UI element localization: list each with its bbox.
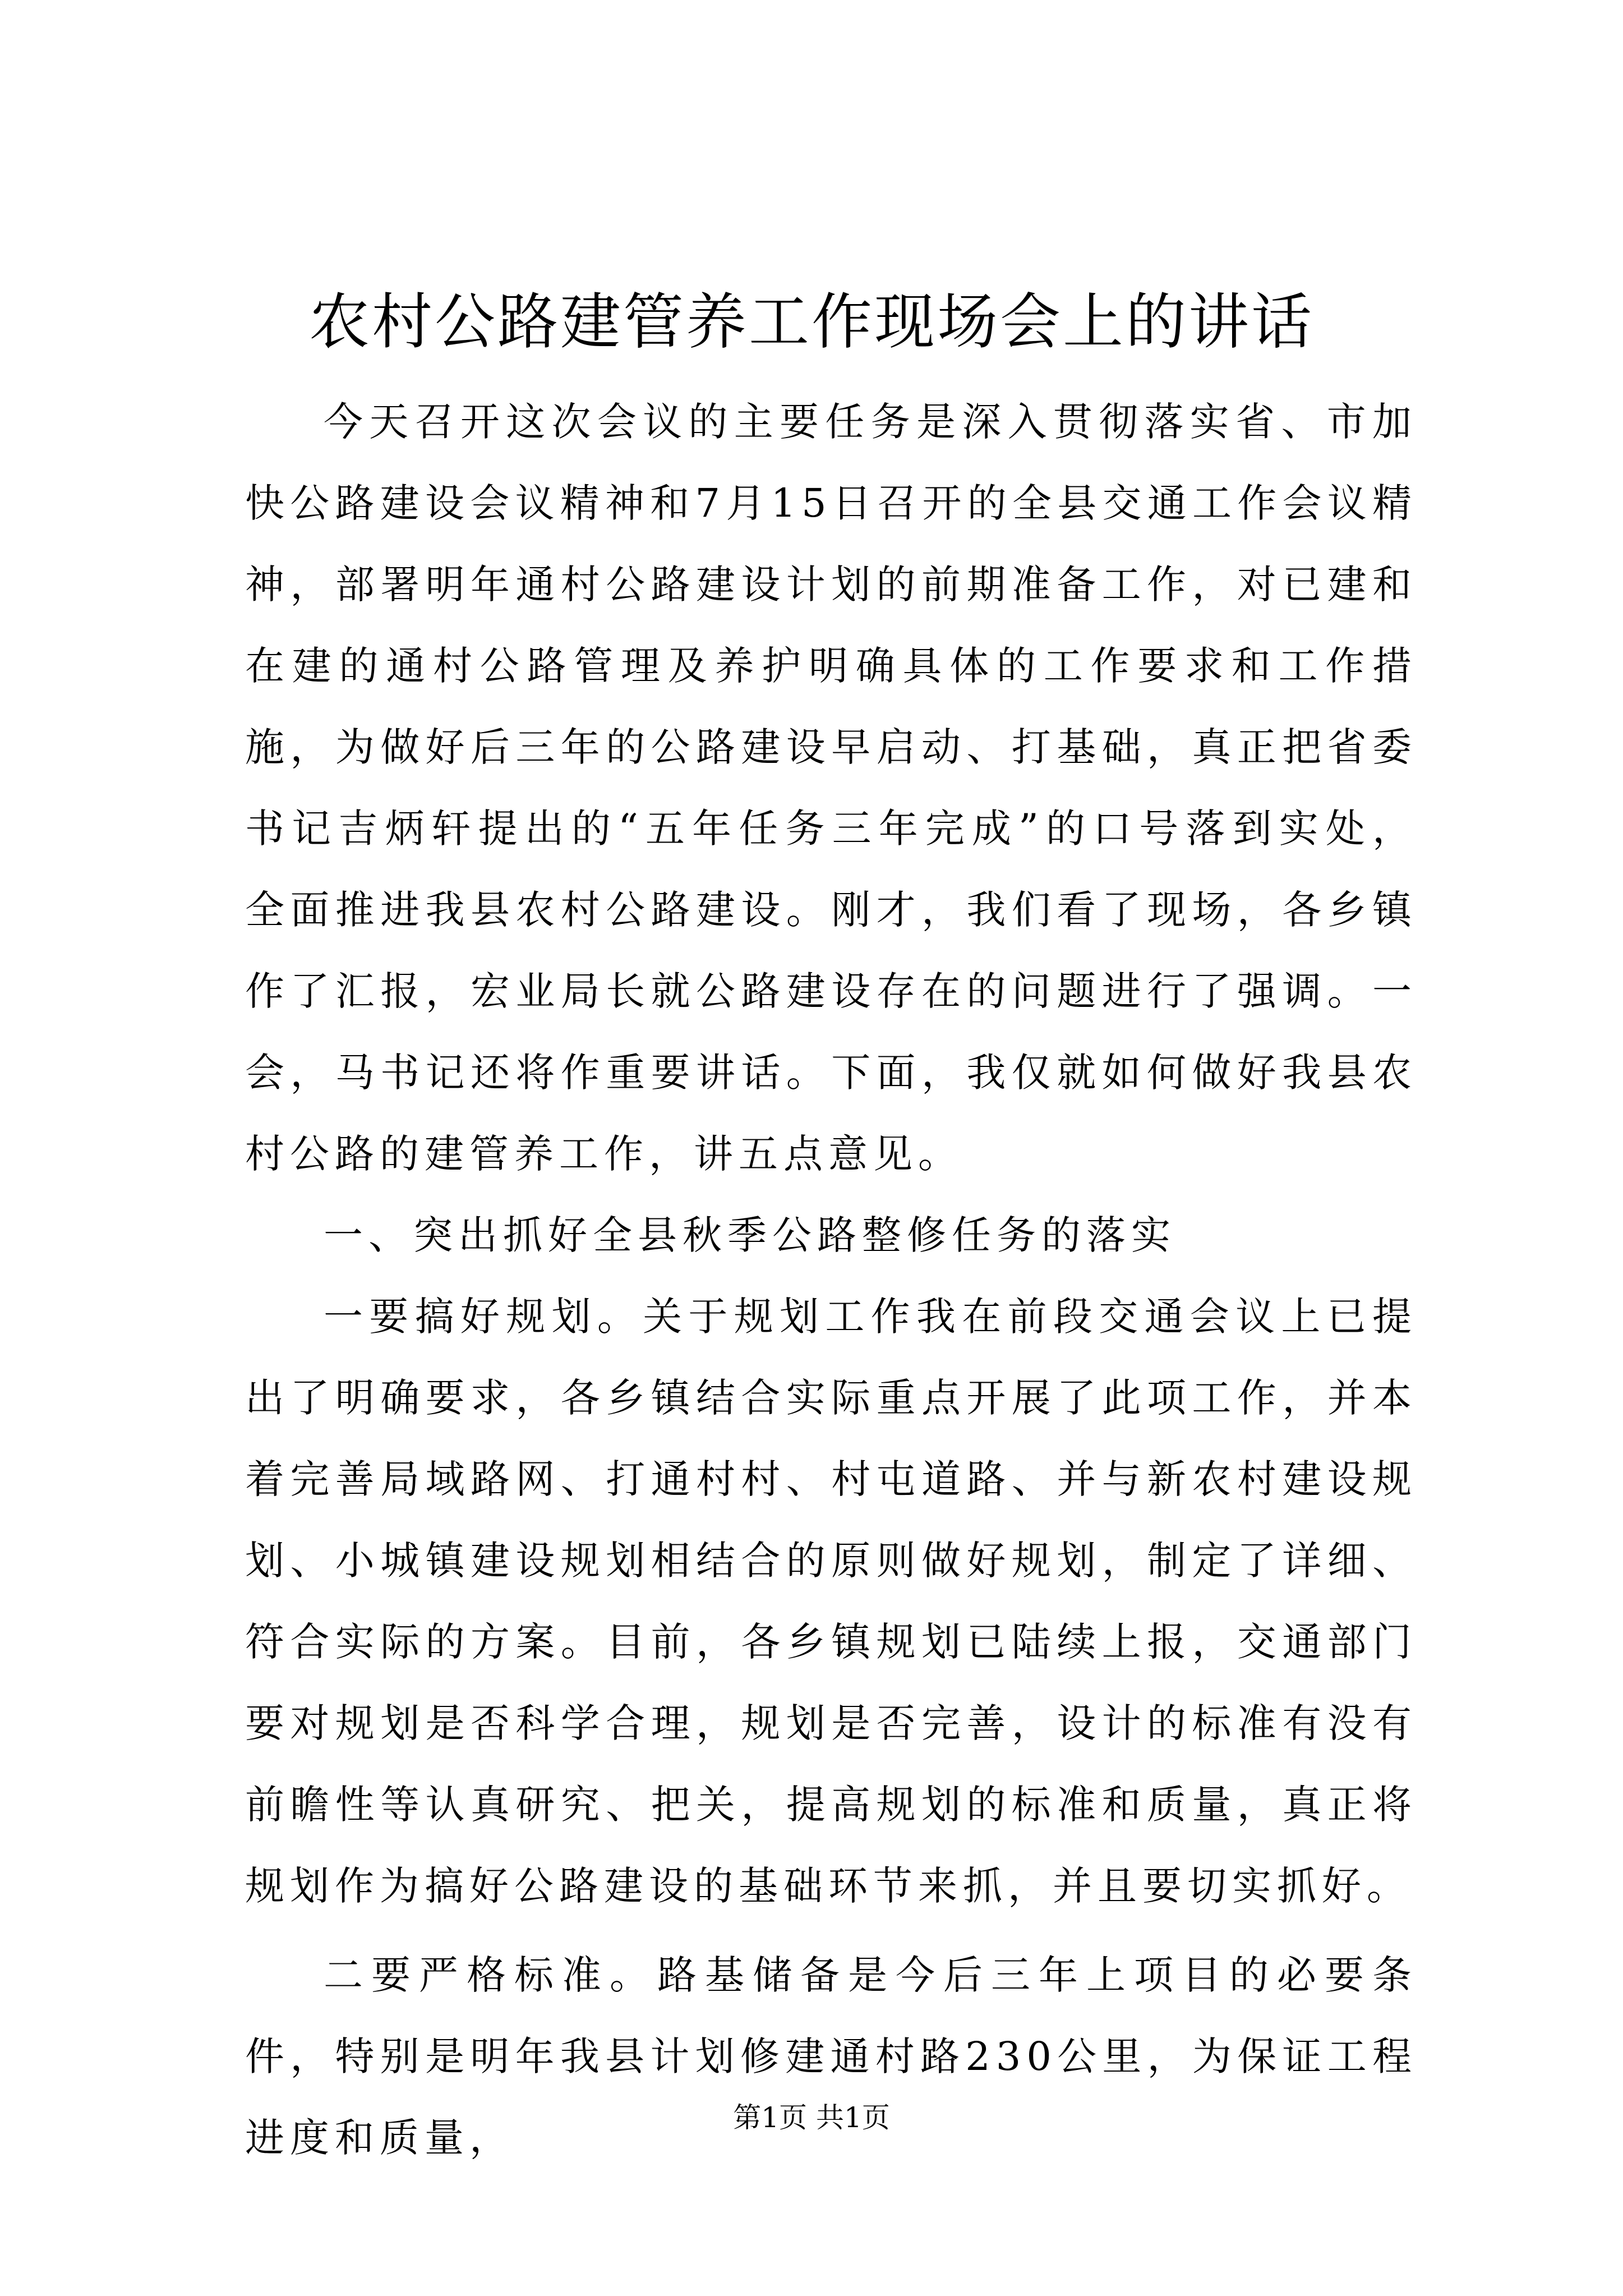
- paragraph-intro: 今天召开这次会议的主要任务是深入贯彻落实省、市加快公路建设会议精神和7月15日召开的全县交通工作会议精神，部署明年通村公路建设计划的前期准备工作，对已建和在建的通村公路管理及养护明确具体的工作要求和工作措施，为做好后三年的公路建设早启动、打基础，真正把省委书记吉炳轩提出的“五年任务三年完成”的口号落到实处，全面推进我县农村公路建设。刚才，我们看了现场，各乡镇作了汇报，宏业局长就公路建设存在的问题进行了强调。一会，马书记还将作重要讲话。下面，我仅就如何做好我县农村公路的建管养工作，讲五点意见。: [245, 399, 1417, 1177]
- document-body: [245, 381, 1417, 2179]
- paragraph-standards: 二要严格标准。路基储备是今后三年上项目的必要条件，特别是明年我县计划修建通村路230公里，为保证工程进度和质量，: [245, 1952, 1417, 2161]
- section-heading-1: 一、突出抓好全县秋季公路整修任务的落实: [324, 1212, 1176, 1258]
- page-footer: 第1页 共1页: [733, 2101, 890, 2134]
- document-title: 农村公路建管养工作现场会上的讲话: [308, 287, 1314, 357]
- paragraph-planning: 一要搞好规划。关于规划工作我在前段交通会议上已提出了明确要求，各乡镇结合实际重点开展了此项工作，并本着完善局域路网、打通村村、村屯道路、并与新农村建设规划、小城镇建设规划相结合的原则做好规划，制定了详细、符合实际的方案。目前，各乡镇规划已陆续上报，交通部门要对规划是否科学合理，规划是否完善，设计的标准有没有前瞻性等认真研究、把关，提高规划的标准和质量，真正将规划作为搞好公路建设的基础环节来抓，并且要切实抓好。: [245, 1294, 1417, 1909]
